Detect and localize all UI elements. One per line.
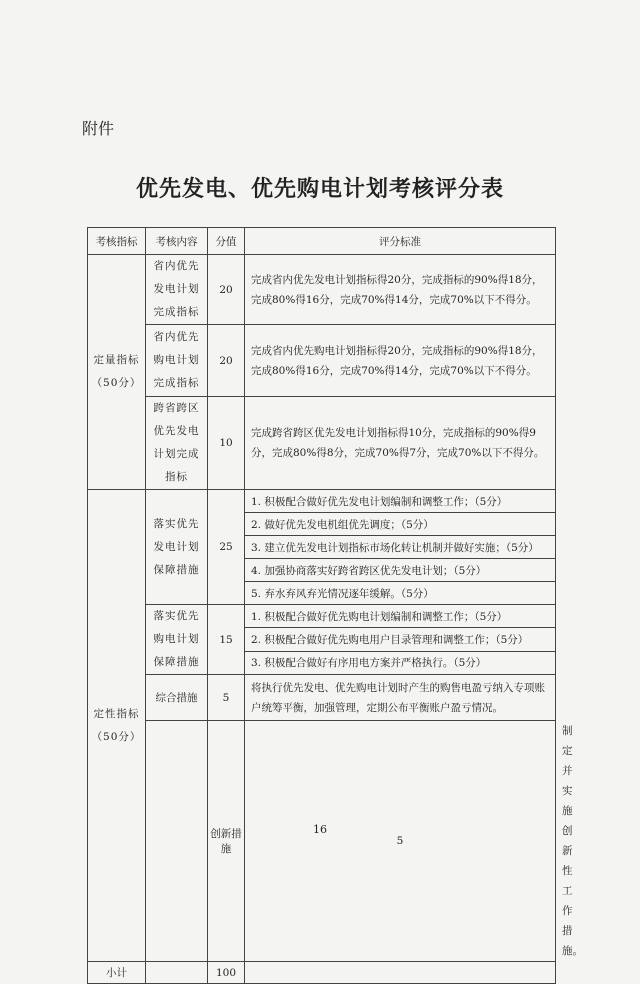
content-cell: 省内优先 发电计划 完成指标 — [146, 255, 208, 325]
standard-cell: 完成跨省跨区优先发电计划指标得10分，完成指标的90%得9分，完成80%得8分，完成70%得7分，完成70%以下不得分。 — [245, 397, 556, 490]
qual-indicator-label: 定性指标 — [93, 707, 140, 720]
score-cell: 20 — [208, 255, 245, 325]
standard-item: 3. 建立优先发电计划指标市场化转让机制并做好实施；（5分） — [245, 536, 556, 559]
page-title: 优先发电、优先购电计划考核评分表 — [135, 176, 504, 202]
content-cell: 落实优先 发电计划 保障措施 — [146, 490, 208, 605]
standard-item: 4. 加强协商落实好跨省跨区优先发电计划；（5分） — [245, 559, 556, 582]
subtotal-row — [88, 962, 556, 984]
subtotal-label: 小计 — [88, 962, 146, 984]
score-cell: 5 — [245, 721, 556, 962]
quant-indicator-label: 定量指标 — [93, 354, 140, 366]
qual-indicator-cell — [88, 490, 146, 962]
score-cell: 10 — [208, 397, 245, 490]
table-row — [88, 325, 556, 397]
content-cell: 落实优先 购电计划 保障措施 — [146, 605, 208, 675]
standard-item: 2. 做好优先发电机组优先调度；（5分） — [245, 513, 556, 536]
qual-indicator-weight: （50分） — [91, 730, 142, 743]
subtotal-score: 100 — [208, 962, 245, 984]
table-row: 创新措施 5 制定并实施创新性工作措施。 — [88, 721, 556, 962]
score-cell: 15 — [208, 605, 245, 675]
subtotal-blank — [146, 962, 208, 984]
table-header-row — [88, 228, 556, 255]
subtotal-standard-blank — [245, 962, 556, 984]
content-cell: 综合措施 — [146, 675, 208, 721]
table-row — [88, 397, 556, 490]
table-row — [88, 605, 556, 628]
standard-item: 1. 积极配合做好优先购电计划编制和调整工作；（5分） — [245, 605, 556, 628]
standard-cell: 完成省内优先购电计划指标得20分，完成指标的90%得18分，完成80%得16分，完成70%得14分，完成70%以下不得分。 — [245, 325, 556, 397]
table-row — [88, 255, 556, 325]
score-cell: 25 — [208, 490, 245, 605]
attachment-label: 附件 — [82, 119, 115, 138]
content-cell: 创新措施 — [208, 721, 245, 962]
content-cell: 省内优先 购电计划 完成指标 — [146, 325, 208, 397]
standard-cell: 将执行优先发电、优先购电计划时产生的购售电盈亏纳入专项账户统筹平衡，加强管理，定期公布平衡账户盈亏情况。 — [245, 675, 556, 721]
header-indicator: 考核指标 — [88, 228, 146, 255]
quant-indicator-cell — [88, 255, 146, 490]
standard-cell: 完成省内优先发电计划指标得20分，完成指标的90%得18分，完成80%得16分，完成70%得14分，完成70%以下不得分。 — [245, 255, 556, 325]
quant-indicator-weight: （50分） — [91, 377, 142, 389]
standard-item: 2. 积极配合做好优先购电用户目录管理和调整工作；（5分） — [245, 628, 556, 651]
score-cell: 5 — [208, 675, 245, 721]
evaluation-table — [87, 227, 583, 984]
standard-item: 5. 弃水弃风弃光情况逐年缓解。（5分） — [245, 582, 556, 605]
standard-item: 1. 积极配合做好优先发电计划编制和调整工作；（5分） — [245, 490, 556, 513]
qual-innovation-indicator-blank — [146, 721, 208, 962]
table-row — [88, 675, 556, 721]
content-cell: 跨省跨区 优先发电 计划完成 指标 — [146, 397, 208, 490]
table-row — [88, 490, 556, 513]
header-standard: 评分标准 — [245, 228, 556, 255]
standard-item: 3. 积极配合做好有序用电方案并严格执行。（5分） — [245, 651, 556, 674]
page-number: 16 — [313, 823, 327, 836]
header-score: 分值 — [208, 228, 245, 255]
score-cell: 20 — [208, 325, 245, 397]
header-content: 考核内容 — [146, 228, 208, 255]
